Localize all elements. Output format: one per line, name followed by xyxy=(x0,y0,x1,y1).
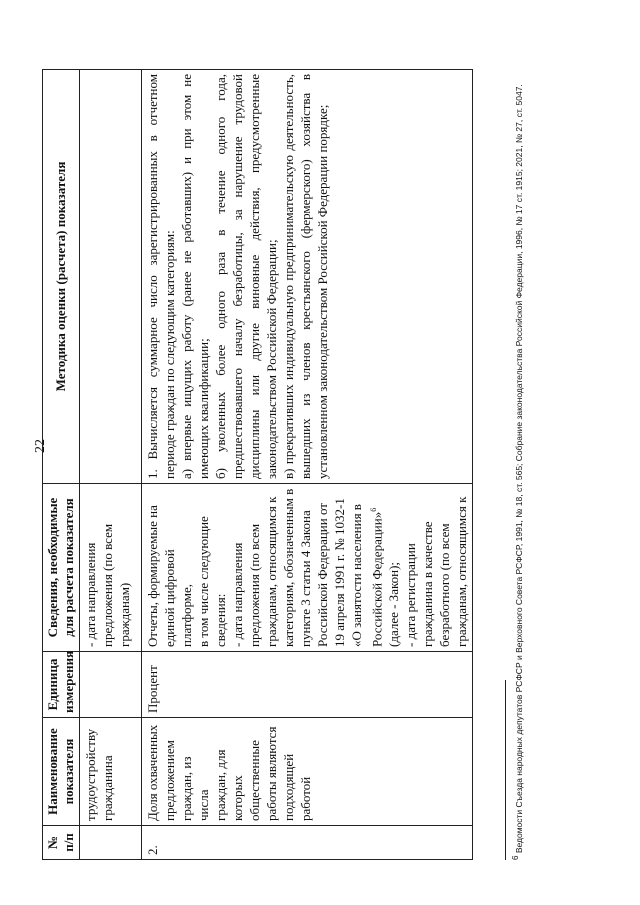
row1-info: - дата направления предложения (по всем гражданам) xyxy=(80,484,142,652)
page-number: 22 xyxy=(33,439,48,453)
row2-name: Доля охваченных предложением граждан, из числа граждан, для которых общественные работы являются подходящей работой xyxy=(142,718,473,826)
row2-unit: Процент xyxy=(142,652,473,718)
table-header-row xyxy=(43,70,80,860)
row1-num xyxy=(80,826,142,860)
footnote-text: Ведомости Съезда народных депутатов РСФСР и Верховного Совета РСФСР, 1991, № 18, ст. 565; Собрание законодательства Российской Федерации, 1996, № 17 ст. 1915; 2021, № 27, ст. 5047. xyxy=(513,84,524,856)
table-row xyxy=(142,70,473,860)
footnote xyxy=(510,70,525,860)
row2-num: 2. xyxy=(142,826,473,860)
indicators-table xyxy=(42,69,473,860)
row2-info-tail: (далее - Закон); - дата регистрации гражданина в качестве безработного (по всем гражданам, относящимся к xyxy=(386,496,470,647)
document-sheet xyxy=(42,70,552,860)
header-info: Сведения, необходимые для расчета показателя xyxy=(43,484,80,652)
footnote-divider xyxy=(505,680,506,860)
row1-method xyxy=(80,70,142,484)
header-method: Методика оценки (расчета) показателя xyxy=(43,70,80,484)
row2-method: 1. Вычисляется суммарное число зарегистрированных в отчетном периоде граждан по следующим категориям: а) впервые ищущих работу (ранее не работавших) и при этом не имеющих квалификации; б) уволенных более одного раза в течение одного года, предшествовавшего началу безработицы, за нарушение трудовой дисциплины или другие виновные действия, предусмотренные законодательством Российской Федерации; в) прекративших индивидуальную предпринимательскую деятельность, вышедших из членов крестьянского (фермерского) хозяйства в установленном законодательством Российской Федерации порядке; xyxy=(142,70,473,484)
row1-unit xyxy=(80,652,142,718)
footnote-mark: 6 xyxy=(511,855,520,860)
header-num: № п/п xyxy=(43,826,80,860)
row1-name: трудоустройству гражданина xyxy=(80,718,142,826)
footnote-ref: 6 xyxy=(369,507,378,512)
header-name: Наименование показателя xyxy=(43,718,80,826)
row2-info-text: Отчеты, формируемые на единой цифровой платформе, в том числе следующие сведения: - дата направления предложения (по всем гражданам, относящимся к категориям, обозначенным в пункте 3 статьи 4 Закона Российской Федерации от 19 апреля 1991 г. № 1032-1 «О занятости населения в Российской Федерации» xyxy=(145,488,385,647)
table-row xyxy=(80,70,142,860)
header-unit: Единица измерения xyxy=(43,652,80,718)
row2-info xyxy=(142,484,473,652)
